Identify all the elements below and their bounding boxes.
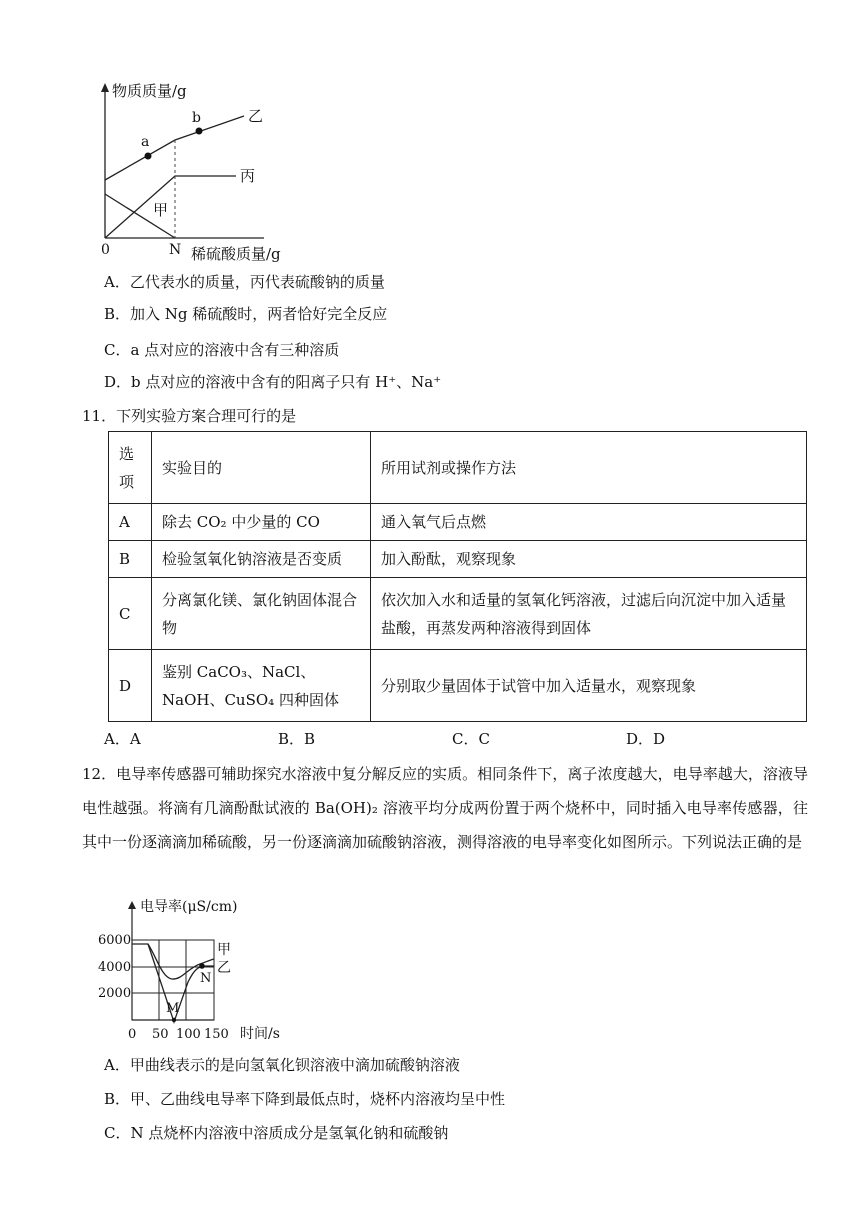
y-axis-arrow [101, 83, 109, 92]
row-option: A [109, 504, 152, 541]
header-goal: 实验目的 [152, 432, 371, 504]
table-header-row [109, 432, 807, 504]
q12-option-b: B．甲、乙曲线电导率下降到最低点时，烧杯内溶液均呈中性 [104, 1090, 506, 1108]
chart2-label-m: M [166, 1001, 180, 1016]
y-tick-label: 4000 [98, 960, 132, 975]
point-a-marker [145, 153, 152, 160]
chart2-xlabel: 时间/s [240, 1026, 280, 1042]
point-m-marker [172, 1018, 176, 1022]
q10-option-a: A．乙代表水的质量，丙代表硫酸钠的质量 [104, 273, 385, 291]
chart-mass-vs-acid [96, 78, 316, 268]
row-goal: 检验氢氧化钠溶液是否变质 [152, 541, 371, 578]
x-tick-label: 50 [152, 1027, 169, 1042]
point-n-marker [199, 963, 205, 969]
chart1-ylabel: 物质质量/g [112, 82, 187, 100]
table-row [109, 541, 807, 578]
x-tick-label: 0 [128, 1027, 137, 1042]
row-option: C [109, 578, 152, 650]
row-method: 通入氧气后点燃 [371, 504, 807, 541]
row-option: D [109, 650, 152, 722]
q10-option-b: B．加入 Ng 稀硫酸时，两者恰好完全反应 [104, 305, 388, 323]
row-method: 加入酚酞，观察现象 [371, 541, 807, 578]
row-goal: 分离氯化镁、氯化钠固体混合物 [152, 578, 371, 650]
q11-stem: 11．下列实验方案合理可行的是 [82, 407, 297, 425]
table-row [109, 650, 807, 722]
chart2-label-n: N [200, 971, 212, 986]
chart1-series-jia: 甲 [153, 201, 169, 219]
header-option: 选项 [109, 432, 152, 504]
chart1-point-b: b [192, 110, 201, 126]
row-goal: 除去 CO₂ 中少量的 CO [152, 504, 371, 541]
chart1-point-a: a [141, 134, 150, 150]
q11-table [108, 431, 807, 722]
chart2-label-jia: 甲 [217, 942, 231, 958]
q12-stem: 12．电导率传感器可辅助探究水溶液中复分解反应的实质。相同条件下，离子浓度越大，电导率越大，溶液导电性越强。将滴有几滴酚酞试液的 Ba(OH)₂ 溶液平均分成两份置于两个烧杯中，同时插入电导率传感器，往其中一份逐滴滴加稀硫酸，另一份逐滴滴加硫酸钠溶液，测得溶液的电导率变化如图所示。下列说法正确的是 [82, 765, 808, 851]
point-b-marker [196, 128, 203, 135]
header-method: 所用试剂或操作方法 [371, 432, 807, 504]
q11-choice-a: A．A [104, 730, 141, 748]
q12-option-a: A．甲曲线表示的是向氢氧化钡溶液中滴加硫酸钠溶液 [104, 1056, 460, 1074]
chart2-ylabel: 电导率(μS/cm) [140, 899, 238, 915]
q11-choice-d: D．D [626, 730, 666, 748]
row-method: 分别取少量固体于试管中加入适量水，观察现象 [371, 650, 807, 722]
q12-option-c: C．N 点烧杯内溶液中溶质成分是氢氧化钠和硫酸钠 [104, 1124, 449, 1142]
chart-conductivity [96, 896, 321, 1046]
chart1-series-bing: 丙 [240, 167, 256, 185]
y-tick-label: 6000 [98, 933, 132, 948]
chart1-n-label: N [169, 242, 182, 258]
x-tick-label: 100 [176, 1027, 201, 1042]
chart1-origin: 0 [101, 242, 110, 258]
row-method: 依次加入水和适量的氢氧化钙溶液，过滤后向沉淀中加入适量盐酸，再蒸发两种溶液得到固体 [371, 578, 807, 650]
table-row [109, 578, 807, 650]
q10-option-c: C．a 点对应的溶液中含有三种溶质 [104, 341, 340, 359]
q10-option-d: D．b 点对应的溶液中含有的阳离子只有 H⁺、Na⁺ [104, 373, 442, 391]
q11-choice-c: C．C [452, 730, 490, 748]
chart1-series-yi: 乙 [248, 107, 264, 125]
q11-choice-b: B．B [278, 730, 316, 748]
table-row [109, 504, 807, 541]
chart2-label-yi: 乙 [217, 960, 231, 976]
x-tick-label: 150 [204, 1027, 229, 1042]
row-goal: 鉴别 CaCO₃、NaCl、NaOH、CuSO₄ 四种固体 [152, 650, 371, 722]
y-tick-label: 2000 [98, 986, 132, 1001]
chart1-xlabel: 稀硫酸质量/g [191, 245, 281, 263]
y-axis-arrow [128, 901, 136, 909]
row-option: B [109, 541, 152, 578]
